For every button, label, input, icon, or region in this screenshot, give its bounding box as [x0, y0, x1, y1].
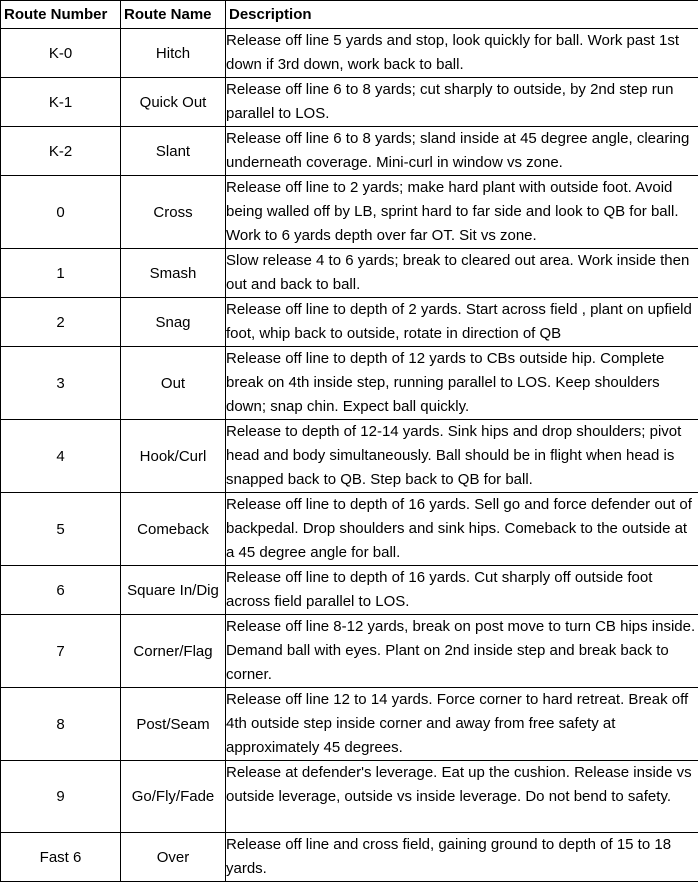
table-row [1, 176, 698, 249]
description-cell: Slow release 4 to 6 yards; break to cleared out area. Work inside then out and back to ball. [226, 249, 698, 298]
route-name-cell: Post/Seam [121, 688, 226, 761]
route-name-cell: Square In/Dig [121, 566, 226, 615]
description-header: Description [226, 1, 698, 29]
description-cell: Release off line to 2 yards; make hard plant with outside foot. Avoid being walled off by LB, sprint hard to far side and look to QB for ball. Work to 6 yards depth over far OT. Sit vs zone. [226, 176, 698, 249]
route-number-cell: 3 [1, 347, 121, 420]
route-name-cell: Cross [121, 176, 226, 249]
table-row [1, 420, 698, 493]
description-cell: Release off line to depth of 12 yards to CBs outside hip. Complete break on 4th inside step, running parallel to LOS. Keep shoulders down; snap chin. Expect ball quickly. [226, 347, 698, 420]
header-row [1, 1, 698, 29]
table-row [1, 566, 698, 615]
table-row [1, 347, 698, 420]
route-name-cell: Hitch [121, 29, 226, 78]
route-number-cell: 0 [1, 176, 121, 249]
route-name-cell: Hook/Curl [121, 420, 226, 493]
route-name-cell: Slant [121, 127, 226, 176]
description-cell: Release off line 12 to 14 yards. Force corner to hard retreat. Break off 4th outside step inside corner and away from free safety at approximately 45 degrees. [226, 688, 698, 761]
route-name-cell: Smash [121, 249, 226, 298]
route-number-cell: 1 [1, 249, 121, 298]
route-number-cell: 5 [1, 493, 121, 566]
route-number-cell: K-1 [1, 78, 121, 127]
route-name-cell: Over [121, 833, 226, 882]
route-name-cell: Quick Out [121, 78, 226, 127]
table-row [1, 761, 698, 833]
description-cell: Release off line to depth of 16 yards. Sell go and force defender out of backpedal. Drop shoulders and sink hips. Comeback to the outside at a 45 degree angle for ball. [226, 493, 698, 566]
table-row [1, 127, 698, 176]
route-name-cell: Snag [121, 298, 226, 347]
route-name-cell: Out [121, 347, 226, 420]
route-number-cell: 6 [1, 566, 121, 615]
route-number-cell: 8 [1, 688, 121, 761]
table-row [1, 249, 698, 298]
table-row [1, 833, 698, 882]
route-number-cell: K-0 [1, 29, 121, 78]
route-name-header: Route Name [121, 1, 226, 29]
table-row [1, 615, 698, 688]
route-number-cell: 9 [1, 761, 121, 833]
table-row [1, 78, 698, 127]
route-number-cell: K-2 [1, 127, 121, 176]
description-cell: Release off line to depth of 16 yards. Cut sharply off outside foot across field parallel to LOS. [226, 566, 698, 615]
route-name-cell: Comeback [121, 493, 226, 566]
route-name-cell: Go/Fly/Fade [121, 761, 226, 833]
route-number-cell: Fast 6 [1, 833, 121, 882]
description-cell: Release off line 8-12 yards, break on post move to turn CB hips inside. Demand ball with eyes. Plant on 2nd inside step and break back to corner. [226, 615, 698, 688]
description-cell: Release off line 5 yards and stop, look quickly for ball. Work past 1st down if 3rd down, work back to ball. [226, 29, 698, 78]
route-number-header: Route Number [1, 1, 121, 29]
table-row [1, 688, 698, 761]
description-cell: Release at defender's leverage. Eat up the cushion. Release inside vs outside leverage, outside vs inside leverage. Do not bend to safety. [226, 761, 698, 833]
description-cell: Release off line to depth of 2 yards. Start across field , plant on upfield foot, whip back to outside, rotate in direction of QB [226, 298, 698, 347]
route-number-cell: 4 [1, 420, 121, 493]
table-row [1, 493, 698, 566]
description-cell: Release to depth of 12-14 yards. Sink hips and drop shoulders; pivot head and body simultaneously. Ball should be in flight when head is snapped back to QB. Step back to QB for ball. [226, 420, 698, 493]
table-row [1, 29, 698, 78]
description-cell: Release off line and cross field, gaining ground to depth of 15 to 18 yards. [226, 833, 698, 882]
route-number-cell: 7 [1, 615, 121, 688]
description-cell: Release off line 6 to 8 yards; sland inside at 45 degree angle, clearing underneath coverage. Mini-curl in window vs zone. [226, 127, 698, 176]
route-number-cell: 2 [1, 298, 121, 347]
route-name-cell: Corner/Flag [121, 615, 226, 688]
table-row [1, 298, 698, 347]
description-cell: Release off line 6 to 8 yards; cut sharply to outside, by 2nd step run parallel to LOS. [226, 78, 698, 127]
